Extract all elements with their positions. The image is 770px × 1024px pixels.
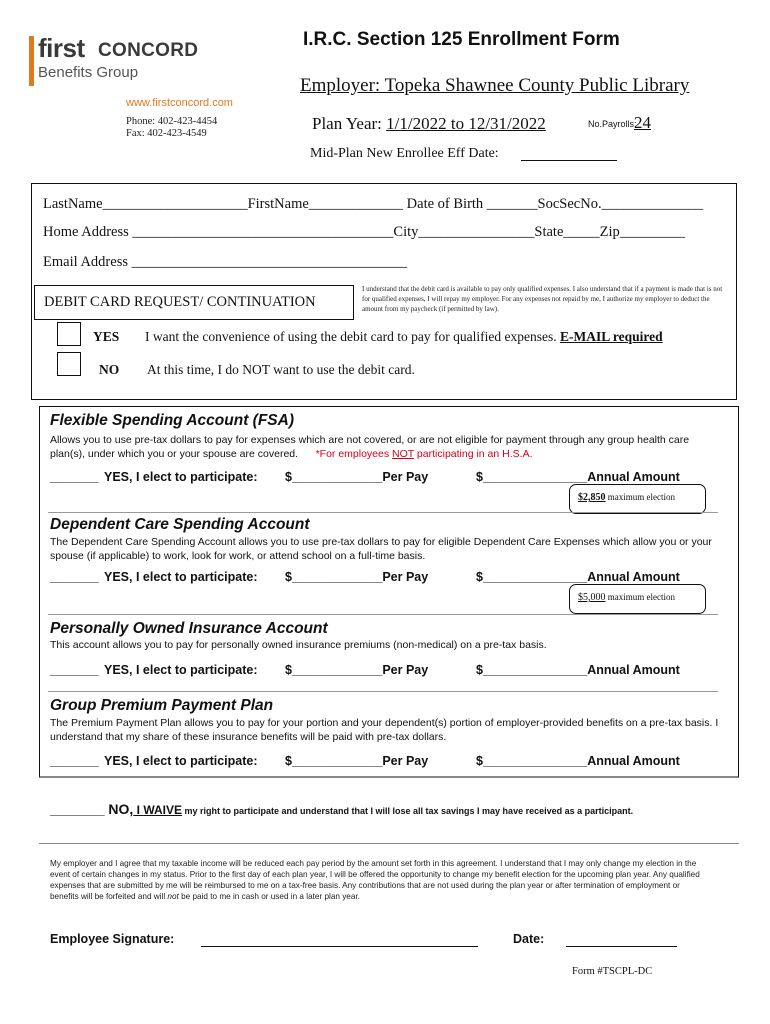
- email-field[interactable]: Email Address ______________________________________: [43, 254, 408, 270]
- dependent-max-election: [578, 592, 675, 603]
- fsa-max-election: [578, 492, 675, 503]
- insurance-description: This account allows you to pay for personally owned insurance premiums (non-medical) on a pre-tax basis.: [50, 639, 547, 651]
- insurance-title: Personally Owned Insurance Account: [50, 620, 328, 637]
- payrolls-label: No.Payrolls:: [588, 119, 637, 129]
- waive-divider: [39, 843, 739, 844]
- insurance-annual-field[interactable]: $_______________Annual Amount: [476, 663, 680, 677]
- fsa-max-value: $2,850: [578, 492, 606, 503]
- waive-blank[interactable]: _______: [50, 801, 105, 817]
- fsa-per-pay-field[interactable]: $_____________Per Pay: [285, 470, 429, 484]
- website-link[interactable]: www.firstconcord.com: [126, 97, 233, 109]
- waive-no: NO,: [104, 801, 134, 817]
- form-title: I.R.C. Section 125 Enrollment Form: [303, 29, 620, 50]
- plan-year-label: Plan Year:: [312, 114, 387, 133]
- dependent-max-value: $5,000: [578, 592, 606, 603]
- date-label: Date:: [513, 932, 545, 946]
- form-number: Form #TSCPL-DC: [572, 966, 653, 977]
- dependent-care-title: Dependent Care Spending Account: [50, 516, 310, 533]
- waive-word: WAIVE: [143, 803, 182, 817]
- logo-word-first: first: [38, 33, 85, 63]
- insurance-elect-blank[interactable]: _______: [50, 663, 99, 677]
- plan-year: [312, 114, 546, 134]
- email-required-note: E-MAIL required: [559, 329, 663, 344]
- waive-rest: my right to participate and understand that I will lose all tax savings I may have received as a participant.: [181, 806, 634, 816]
- section-divider: [48, 614, 718, 615]
- waive-i: I: [133, 803, 144, 817]
- premium-per-pay-field[interactable]: $_____________Per Pay: [285, 754, 429, 768]
- section-divider: [48, 691, 718, 692]
- fsa-max-label: maximum election: [605, 492, 675, 502]
- dependent-max-label: maximum election: [605, 592, 675, 602]
- agreement-text-post: be paid to me in cash or used in a later plan year.: [178, 892, 360, 901]
- fsa-annual-field[interactable]: $_______________Annual Amount: [476, 470, 680, 484]
- phone-number: Phone: 402-423-4454: [126, 116, 218, 127]
- date-field[interactable]: [566, 946, 677, 947]
- fsa-description-text: Allows you to use pre-tax dollars to pay for expenses which are not covered, or are not eligible for payment through any group health care plan(s), under which you or your spouse are covered.: [50, 434, 690, 460]
- midplan-date-field[interactable]: [521, 160, 617, 161]
- premium-annual-field[interactable]: $_______________Annual Amount: [476, 754, 680, 768]
- hsa-note-post: participating in an H.S.A.: [414, 448, 533, 460]
- agreement-text: [50, 858, 710, 902]
- premium-plan-title: Group Premium Payment Plan: [50, 697, 274, 714]
- logo-word-concord: CONCORD: [98, 40, 199, 61]
- debit-yes-text: [145, 329, 663, 345]
- debit-yes-checkbox[interactable]: [57, 322, 81, 346]
- debit-card-disclaimer: I understand that the debit card is available to pay only qualified expenses. I also understand that if a payment is made that is not for qualified expenses, I will repay my employer. For any expenses not repaid by me, I authorize my employer to deduct the amount from my paycheck (if permitted by law).: [362, 285, 723, 313]
- dependent-per-pay-field[interactable]: $_____________Per Pay: [285, 570, 429, 584]
- fax-number: Fax: 402-423-4549: [126, 128, 207, 139]
- employee-signature-label: Employee Signature:: [50, 932, 175, 946]
- debit-no-text: At this time, I do NOT want to use the debit card.: [147, 362, 415, 377]
- fsa-elect-blank[interactable]: _______: [50, 470, 99, 484]
- employer-name: Employer: Topeka Shawnee County Public Library: [300, 75, 690, 96]
- logo-accent-bar: [29, 36, 34, 86]
- premium-plan-description: The Premium Payment Plan allows you to pay for your portion and your dependent(s) portion of employer-provided benefits on a pre-tax basis. I understand that my share of these insurance benefits will be paid with pre-tax dollars.: [50, 717, 719, 743]
- section-divider: [48, 512, 718, 513]
- fsa-description: [50, 433, 720, 461]
- debit-no-label: NO: [99, 362, 120, 377]
- name-dob-ssn-fields[interactable]: LastName____________________FirstName_____________ Date of Birth _______SocSecNo.______________: [43, 196, 704, 212]
- hsa-note: [316, 448, 533, 460]
- payrolls-value: 24: [634, 113, 651, 132]
- fsa-elect-label: YES, I elect to participate:: [104, 470, 258, 484]
- plan-year-value: 1/1/2022 to 12/31/2022: [386, 114, 546, 133]
- dependent-elect-label: YES, I elect to participate:: [104, 570, 258, 584]
- hsa-note-pre: *For employees: [315, 448, 393, 460]
- dependent-annual-field[interactable]: $_______________Annual Amount: [476, 570, 680, 584]
- debit-yes-label: YES: [93, 329, 120, 344]
- employee-signature-field[interactable]: [201, 946, 478, 947]
- hsa-note-not: NOT: [392, 448, 415, 460]
- agreement-text-not: not: [167, 892, 179, 901]
- insurance-per-pay-field[interactable]: $_____________Per Pay: [285, 663, 429, 677]
- waive-participation: [50, 801, 633, 817]
- address-fields[interactable]: Home Address ____________________________________City________________State_____Zip_________: [43, 224, 686, 240]
- midplan-date-label: Mid-Plan New Enrollee Eff Date:: [310, 146, 499, 161]
- logo-subtitle: Benefits Group: [38, 64, 139, 81]
- premium-elect-label: YES, I elect to participate:: [104, 754, 258, 768]
- debit-yes-description: I want the convenience of using the debit card to pay for qualified expenses.: [145, 329, 557, 344]
- dependent-elect-blank[interactable]: _______: [50, 570, 99, 584]
- dependent-care-description: The Dependent Care Spending Account allows you to use pre-tax dollars to pay for eligible Dependent Care Expenses which allow you or your spouse (if applicable) to work, look for work, or attend school on a full-time basis.: [50, 536, 712, 562]
- debit-card-request-label: DEBIT CARD REQUEST/ CONTINUATION: [44, 294, 316, 310]
- agreement-text-pre: My employer and I agree that my taxable income will be reduced each pay period by the amount set forth in this agreement. I understand that I may only change my election in the event of certain changes in my status. Prior to the first day of each plan year, I will be offered the opportunity to change my benefit election for the upcoming plan year. Any qualified expenses that are submitted by me will be reimbursed to me on a tax-free basis. Any contributions that are not used during the plan year or after termination of employment or benefits will be forfeited and will: [50, 859, 700, 901]
- premium-elect-blank[interactable]: _______: [50, 754, 99, 768]
- fsa-title: Flexible Spending Account (FSA): [50, 412, 294, 429]
- insurance-elect-label: YES, I elect to participate:: [104, 663, 258, 677]
- debit-no-checkbox[interactable]: [57, 352, 81, 376]
